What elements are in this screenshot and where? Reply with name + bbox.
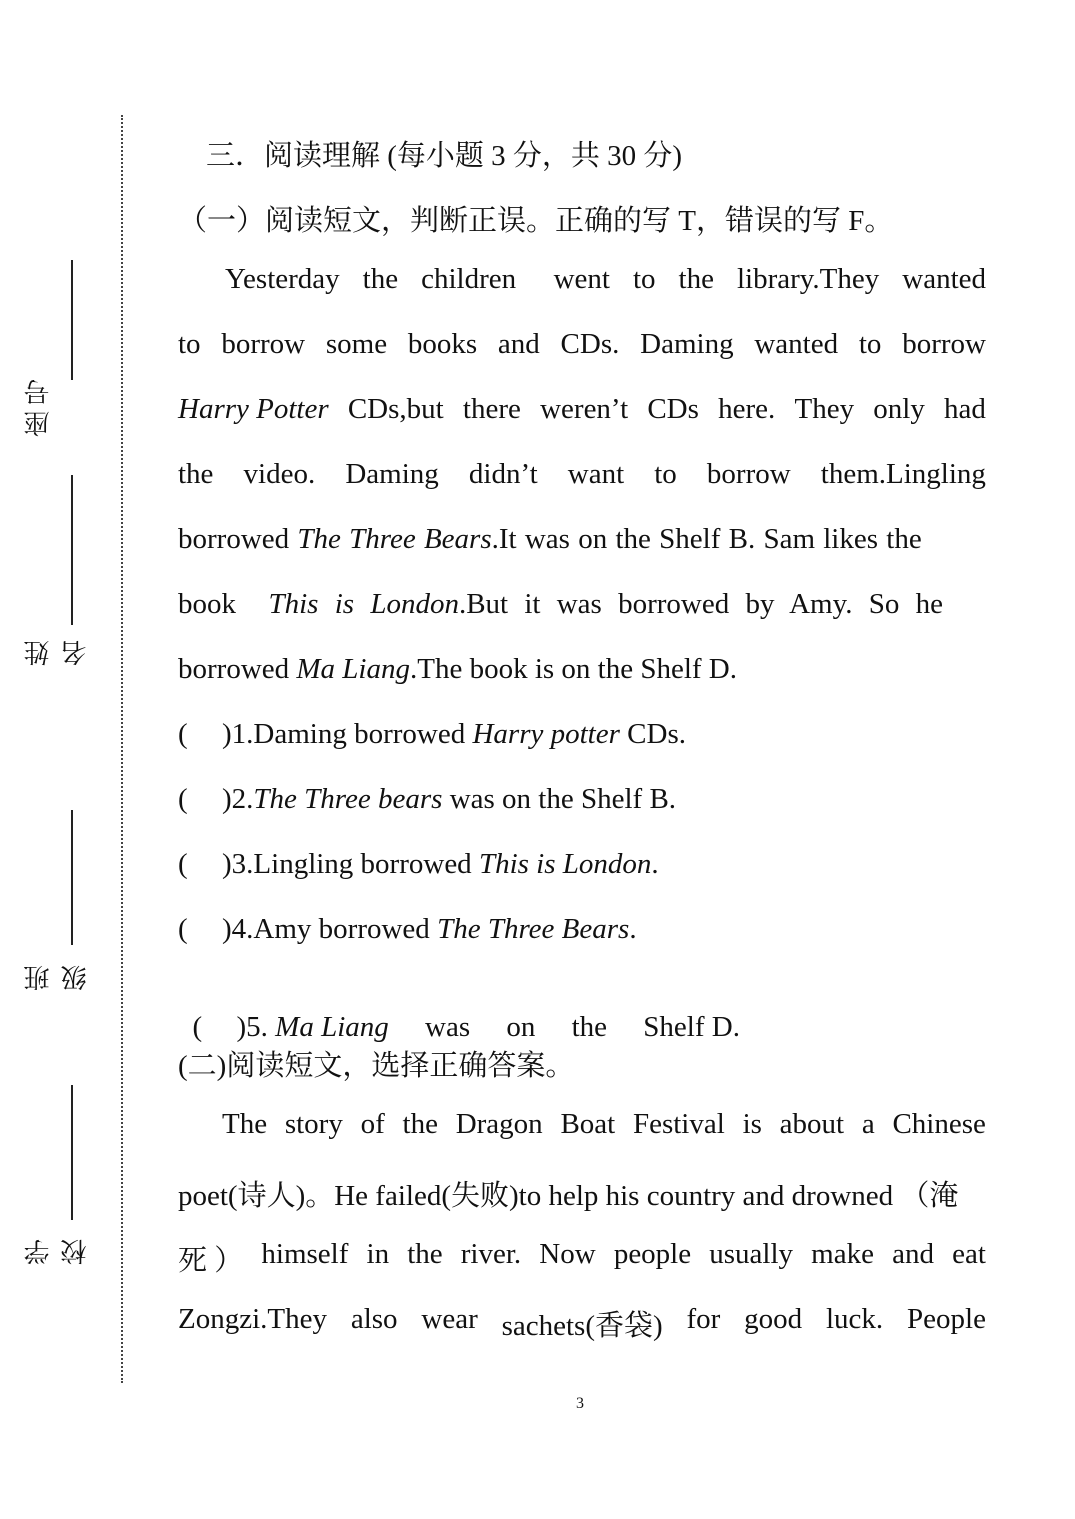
passage1-line-6: book This is London.But it was borrowed by Amy. So he (178, 588, 943, 620)
name-blank-line (71, 475, 73, 625)
passage2-line-1: The story of the Dragon Boat Festival is about a Chinese (222, 1108, 986, 1140)
passage1-line-4: the video. Daming didn’t want to borrow them.Lingling (178, 458, 986, 490)
binding-dotted-line (121, 115, 123, 1383)
part1-instruction: （一）阅读短文，判断正误。正确的写 T，错误的写 F。 (178, 205, 894, 237)
passage1-line-5: borrowed The Three Bears.It was on the Shelf B. Sam likes the (178, 523, 922, 555)
passage1-line-2: to borrow some books and CDs. Daming wanted to borrow (178, 328, 986, 360)
seat-label: 座号 (24, 373, 53, 437)
page-number: 3 (576, 1395, 584, 1412)
seat-blank-line (71, 260, 73, 380)
name-label: 姓 名 (24, 634, 90, 666)
passage2-line-3: 死 ） himself in the river. Now people usually make and eat (178, 1238, 986, 1277)
class-label: 班 级 (24, 959, 90, 991)
class-blank-line (71, 810, 73, 945)
part2-instruction: (二)阅读短文，选择正确答案。 (178, 1050, 575, 1082)
passage1-line-3: Harry Potter CDs,but there weren’t CDs here. They only had (178, 393, 986, 425)
passage2-line-4: Zongzi.They also wear sachets(香袋) for good luck. People (178, 1303, 986, 1342)
class-field (20, 810, 90, 1010)
question-3: ( )3.Lingling borrowed This is London. (178, 848, 659, 880)
passage1-line-1: Yesterday the children went to the library.They wanted (225, 263, 986, 295)
school-blank-line (71, 1085, 73, 1220)
question-1: ( )1.Daming borrowed Harry potter CDs. (178, 718, 686, 750)
school-label: 学 校 (24, 1233, 90, 1265)
passage1-line-7: borrowed Ma Liang.The book is on the Shelf D. (178, 653, 737, 685)
question-5: ( )5. Ma Liang was on the Shelf D. (192, 1011, 740, 1043)
name-field (20, 475, 90, 685)
question-4: ( )4.Amy borrowed The Three Bears. (178, 913, 637, 945)
passage2-line-2: poet(诗人)。He failed(失败)to help his country and drowned （淹 (178, 1180, 959, 1212)
section-title: 三．阅读理解 (每小题 3 分，共 30 分) (206, 140, 683, 172)
school-field (20, 1085, 90, 1285)
seat-field (20, 260, 90, 440)
question-2: ( )2.The Three bears was on the Shelf B. (178, 783, 677, 815)
